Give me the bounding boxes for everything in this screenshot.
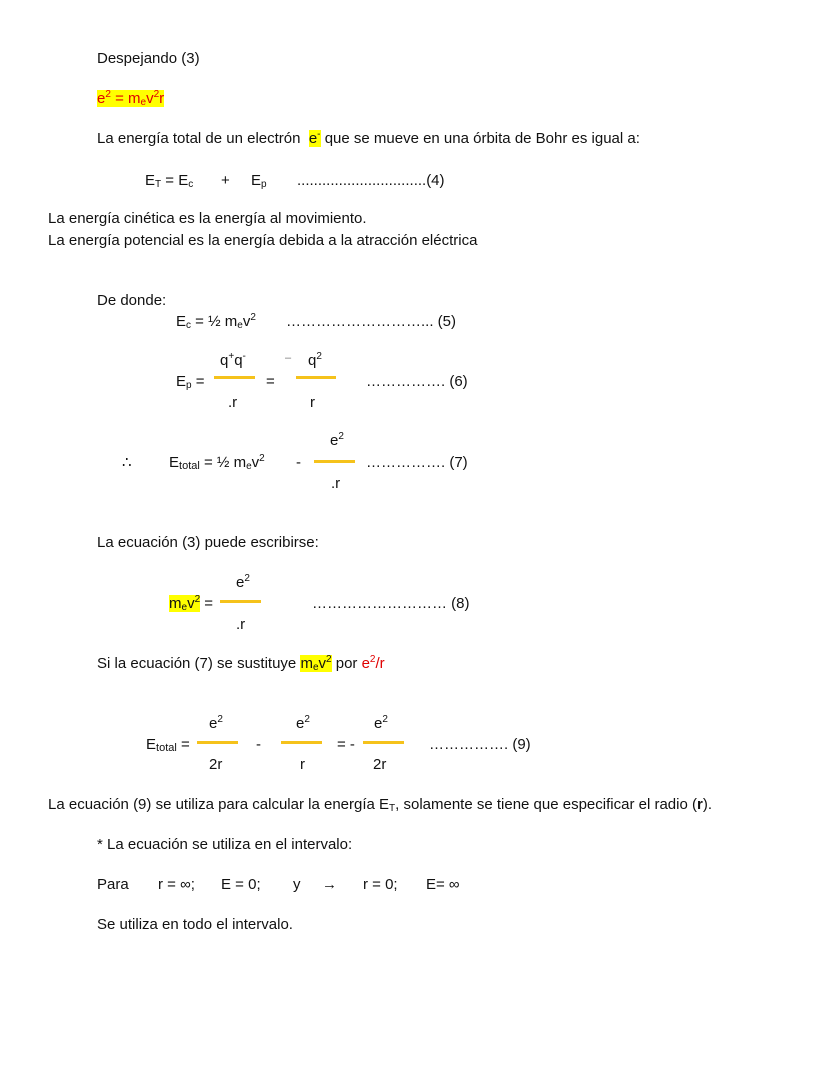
equation-7-lhs: $E_{total}$ = ½ $m_ev^2$ bbox=[169, 453, 265, 472]
fraction-bar bbox=[281, 741, 322, 744]
equation-4-plus: + bbox=[221, 172, 230, 189]
equation-7-minus: - bbox=[296, 454, 301, 471]
equation-9-minus: - bbox=[256, 736, 261, 753]
equation-5-label: ………………………... (5) bbox=[286, 313, 457, 330]
therefore-symbol: ∴ bbox=[122, 454, 132, 471]
para-label: Para bbox=[97, 876, 129, 893]
fraction-bar bbox=[296, 376, 336, 379]
equation-9-eq-neg: = - bbox=[337, 736, 355, 753]
e-zero: E = 0; bbox=[221, 876, 261, 893]
fraction-bar bbox=[363, 741, 404, 744]
highlighted-mev2: $m_ev^2$ bbox=[300, 654, 332, 673]
equation-6-neg-sign: – bbox=[285, 352, 292, 364]
equation-9-numerator-3: $e^2$ bbox=[374, 714, 388, 732]
equation-7-label: ……………. (7) bbox=[366, 454, 468, 471]
equation-4: $E_T = E_c$ bbox=[145, 172, 194, 190]
equation-4-label: ...............................(4) bbox=[297, 172, 445, 189]
fraction-bar bbox=[197, 741, 238, 744]
equation-6-lhs: $E_p$ = bbox=[176, 373, 205, 391]
paragraph-intervalo: * La ecuación se utiliza en el intervalo: bbox=[97, 836, 353, 853]
equation-9-lhs: $E_{total}$ = bbox=[146, 736, 190, 754]
paragraph-cinetica: La energía cinética es la energía al movimiento. bbox=[48, 210, 367, 227]
highlighted-equation: $e^2 = m_ev^2r$ bbox=[97, 89, 165, 108]
equation-9-label: ……………. (9) bbox=[429, 736, 531, 753]
y-conjunction: y bbox=[293, 876, 301, 893]
equation-6-label: ……………. (6) bbox=[366, 373, 468, 390]
equation-7-denominator: .r bbox=[331, 475, 341, 492]
equation-8-lhs: $m_ev^2$ = bbox=[169, 594, 214, 613]
equation-6-numerator-2: $q^2$ bbox=[308, 351, 322, 369]
r-zero: r = 0; bbox=[363, 876, 398, 893]
fraction-bar bbox=[314, 460, 355, 463]
fraction-bar bbox=[214, 376, 255, 379]
highlighted-mev2: $m_ev^2$ bbox=[169, 594, 201, 613]
equation-9-denominator-2: r bbox=[300, 756, 305, 773]
arrow-icon: → bbox=[322, 876, 337, 893]
paragraph-potencial: La energía potencial es la energía debida a la atracción eléctrica bbox=[48, 232, 478, 249]
r-infinity: r = ∞; bbox=[158, 876, 195, 893]
equation-9-numerator-1: $e^2$ bbox=[209, 714, 223, 732]
equation-6-denominator-1: .r bbox=[228, 394, 238, 411]
equation-6-numerator-1: q+q- bbox=[220, 351, 246, 369]
equation-6-equals: = bbox=[266, 373, 275, 390]
fraction-bar bbox=[220, 600, 261, 603]
equation-9-numerator-2: $e^2$ bbox=[296, 714, 310, 732]
red-e2-over-r: $e^2/r$ bbox=[361, 654, 385, 672]
equation-8-denominator: .r bbox=[236, 616, 246, 633]
paragraph-de-donde: De donde: bbox=[97, 292, 167, 309]
equation-e2-highlight bbox=[97, 91, 164, 106]
equation-7-numerator: $e^2$ bbox=[330, 431, 344, 449]
equation-9-denominator-1: 2r bbox=[209, 756, 223, 773]
equation-5: $E_c$ = ½ $m_ev^2$ bbox=[176, 312, 256, 331]
paragraph-despejando: Despejando (3) bbox=[97, 50, 200, 67]
equation-9-denominator-3: 2r bbox=[373, 756, 387, 773]
paragraph-ecuacion-3: La ecuación (3) puede escribirse: bbox=[97, 534, 319, 551]
equation-8-numerator: $e^2$ bbox=[236, 573, 250, 591]
electron-symbol: e- bbox=[308, 129, 321, 147]
paragraph-todo-intervalo: Se utiliza en todo el intervalo. bbox=[97, 916, 293, 933]
equation-6-denominator-2: r bbox=[310, 394, 315, 411]
paragraph-sustituye: Si la ecuación (7) se sustituye $m_ev^2$ por $e^2/r$ bbox=[97, 654, 385, 673]
equation-8-label: ……………………… (8) bbox=[312, 595, 470, 612]
paragraph-ecuacion-9: La ecuación (9) se utiliza para calcular la energía $E_T$, solamente se tiene que especificar el radio (r). bbox=[48, 796, 712, 814]
equation-4-ep: $E_p$ bbox=[251, 172, 267, 190]
paragraph-energia-total: La energía total de un electrón e- que se mueve en una órbita de Bohr es igual a: bbox=[97, 129, 640, 147]
e-infinity: E= ∞ bbox=[426, 876, 460, 893]
